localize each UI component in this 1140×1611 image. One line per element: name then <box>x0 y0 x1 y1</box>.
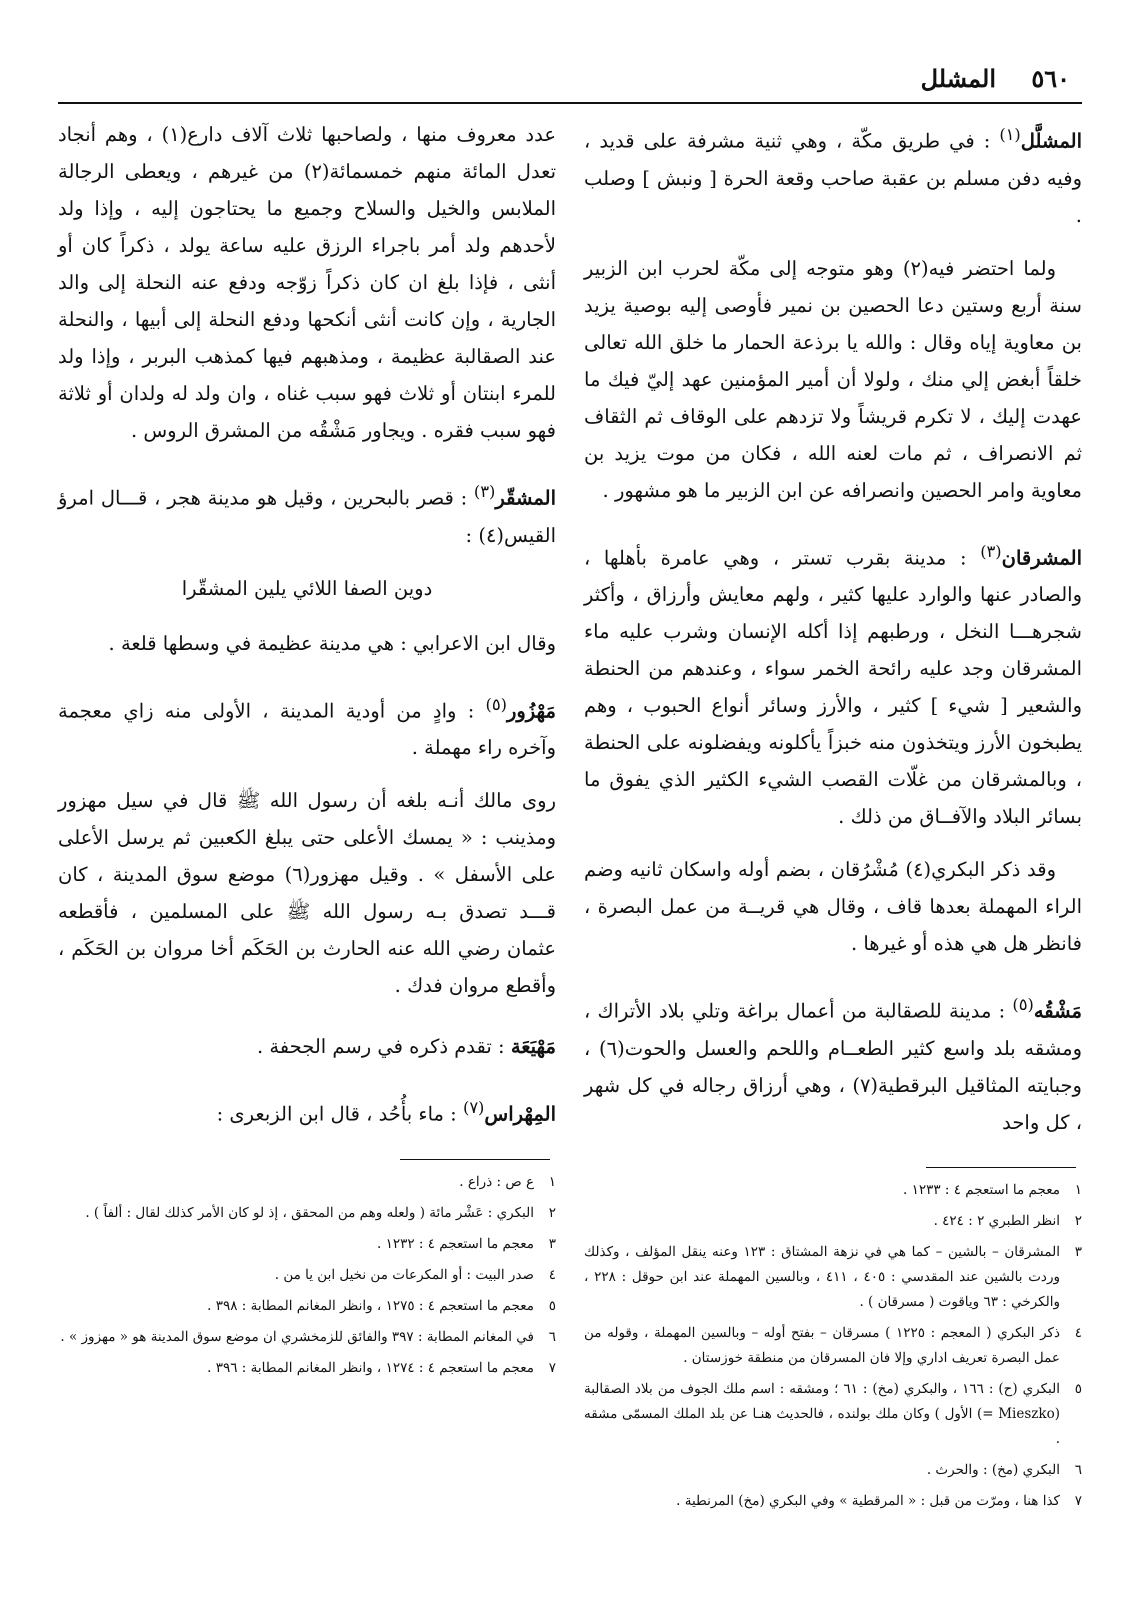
entry-text: : مدينة بقرب تستر ، وهي عامرة بأهلها ، والصادر عنها والوارد عليها كثير ، ولهم معايش وأرزاق ، وأكثر شجرهـــا النخل ، ورطبهم إذا أكله الإنسان وشرب عليه ماء المشرقان وجد عليه رائحة الخمر سواء ، وعندهم من الحنطة والشعير [ شيء ] كثير ، والأرز وسائر أنواع الحبوب ، وهم يطبخون الأرز ويتخذون منه خبزاً يأكلونه ويفضلونه على الحنطة ، وبالمشرقان من غلّات القصب الشيء الكثير الذي يفوق ما بسائر البلاد والآفــاق من ذلك . <box>584 546 1082 828</box>
entry-mashqa <box>584 986 1082 1141</box>
footnote-divider <box>926 1167 1076 1168</box>
entry-head: المشلَّل <box>1020 129 1082 153</box>
entry-head: مَهْيَعَة <box>510 1035 556 1058</box>
entry-mahzur <box>58 686 556 1005</box>
left-column <box>58 116 556 1581</box>
entry-mashqa-continued <box>58 116 556 449</box>
entry-text: : ماء بأُحُد ، قال ابن الزبعرى : <box>216 1102 463 1126</box>
entry-head: المشرقان <box>1001 546 1082 569</box>
footnote: ٤ ذكر البكري ( المعجم : ١٢٢٥ ) مسرقان – بفتح أوله – وبالسين المهملة ، وقوله من عمل البصرة تعريف اداري وإلا فان المسرقان من منطقة خوزستان . <box>584 1324 1082 1366</box>
right-column <box>584 116 1082 1581</box>
page-number: ٥٦٠ <box>1031 64 1070 93</box>
footnote-divider <box>400 1159 550 1160</box>
entry-mihras <box>58 1089 556 1133</box>
footnote: ٦ في المغانم المطابة : ٣٩٧ والفائق للزمخشري ان موضع سوق المدينة هو « مهزوز » . <box>60 1328 556 1345</box>
footnote: ٥ البكري (ح) : ١٦٦ ، والبكري (مخ) : ٦١ ؛ ومشقه : اسم ملك الجوف من بلاد الصقالبة (Mieszko =) الأول ) وكان ملك بولنده ، فالحديث هنـا عن بلد الملك المسمّى مشقه . <box>584 1380 1082 1447</box>
footnote: ٣ معجم ما استعجم ٤ : ١٢٣٢ . <box>376 1235 556 1252</box>
page-header <box>58 62 1082 104</box>
entry-paragraph: عدد معروف منها ، ولصاحبها ثلاث آلاف دارع(١) ، وهم أنجاد تعدل المائة منهم خمسمائة(٢) من غيرهم ، ويعطى الرجالة الملابس والخيل والسلاح وجميع ما يحتاجون إليه ، وإذا ولد لأحدهم ولد أمر باجراء الرزق عليه ساعة يولد ، ذكراً كان أو أنثى ، فإذا بلغ ان كان ذكراً زوّجه ودفع عنه النحلة إلى والد الجارية ، وإن كانت أنثى أنكحها ودفع النحلة إلى أبيها ، والنحلة عند الصقالبة عظيمة ، ومذهبهم فيها كمذهب البربر ، وإذا ولد للمرء ابنتان أو ثلاث فهو سبب غناه ، وان ولد له ولدان أو ثلاثة فهو سبب فقره . ويجاور مَشْقُه من المشرق الروس . <box>58 123 557 442</box>
footnote: ٤ صدر البيت : أو المكرعات من نخيل ابن يا من . <box>274 1266 556 1283</box>
entry-text: : تقدم ذكره في رسم الجحفة . <box>256 1035 511 1058</box>
footnotes-right <box>584 1178 1082 1514</box>
footnote: ٧ كذا هنا ، ومرّت من قبل : « المرقطية » وفي البكري (مخ) المرنطية . <box>676 1492 1082 1509</box>
entry-mashriqan <box>584 533 1082 963</box>
footnote: ٢ البكري : عَشْر مائة ( ولعله وهم من المحقق ، إذ لو كان الأمر كذلك لقال : ألفاً ) . <box>85 1204 556 1221</box>
footnote-mark: (٣) <box>473 482 496 501</box>
footnote-mark: (٥) <box>1012 995 1034 1014</box>
entry-paragraph: ولما احتضر فيه(٢) وهو متوجه إلى مكّة لحرب ابن الزبير سنة أربع وستين دعا الحصين بن نمير فأوصى إليه بوصية يزيد بن معاوية إياه وقال : والله يا برذعة الحمار ما خلق الله تعالى خلقاً أبغض إلي منك ، ولولا أن أمير المؤمنين عهد إليّ فيك ما عهدت إليك ، لا تكرم قريشاً ولا تزدهم على الوقاف ثم الثقاف ثم الانصراف ، ثم مات لعنه الله ، فكان من موت يزيد بن معاوية وامر الحصين وانصرافه عن ابن الزبير ما هو مشهور . <box>584 256 1082 502</box>
entry-paragraph: روى مالك أنـه بلغه أن رسول الله ﷺ قال في سيل مهزور ومذينب : « يمسك الأعلى حتى يبلغ الكعبين ثم يرسل الأعلى على الأسفل » . وقيل مهزور(٦) موضع سوق المدينة ، كان قـــد تصدق بـه رسول الله ﷺ على المسلمين ، فأقطعه عثمان رضي الله عنه الحارث بن الحَكَم أخا مروان بن الحَكَم ، وأقطع مروان فدك . <box>58 789 556 997</box>
footnote: ٧ معجم ما استعجم ٤ : ١٢٧٤ ، وانظر المغانم المطابة : ٣٩٦ . <box>207 1359 556 1376</box>
entry-text: : مدينة للصقالبة من أعمال براغة وتلي بلاد الأتراك ، ومشقه بلد واسع كثير الطعــام واللحم والعسل والحوت(٦) ، وجبايته المثاقيل البرقطية(٧) ، وهي أرزاق رجاله في كل شهر ، كل واحد <box>584 999 1082 1134</box>
running-title: المشلل <box>920 64 996 93</box>
entry-paragraph: وقال ابن الاعرابي : هي مدينة عظيمة في وسطها قلعة . <box>108 631 556 655</box>
footnote-mark: (٧) <box>462 1098 485 1117</box>
poem-verse: دوين الصفا اللائي يلين المشقّرا <box>181 576 433 600</box>
entry-text: : وادٍ من أودية المدينة ، الأولى منه زاي معجمة وآخره راء مهملة . <box>58 699 556 759</box>
entry-paragraph: وقد ذكر البكري(٤) مُشْرُقان ، بضم أوله واسكان ثانيه وضم الراء المهملة بعدها قاف ، وقال هي قريــة من عمل البصرة ، فانظر هل هي هذه أو غيرها . <box>584 858 1082 955</box>
entry-head: المِهْراس <box>484 1102 556 1126</box>
entry-mushallal <box>584 116 1082 509</box>
entry-head: المشقّر <box>495 486 556 510</box>
entry-text: : قصر بالبحرين ، وقيل هو مدينة هجر ، قـــال امرؤ القيس(٤) : <box>58 486 556 547</box>
footnote: ٣ المشرقان – بالشين – كما هي في نزهة المشتاق : ١٢٣ وعنه ينقل المؤلف ، وكذلك وردت بالشين عند المقدسي : ٤٠٥ ، ٤١١ ، وبالسين المهملة عند ابن حوقل : ٢٢٨ ، والكرخي : ٦٣ وياقوت ( مسرقان ) . <box>584 1243 1082 1310</box>
footnote: ٦ البكري (مخ) : والحرث . <box>926 1461 1082 1478</box>
entry-head: مَشْقُه <box>1033 999 1082 1023</box>
entry-mahyaa <box>58 1028 556 1065</box>
footnote: ١ معجم ما استعجم ٤ : ١٢٣٣ . <box>902 1181 1082 1198</box>
footnote-mark: (٥) <box>485 694 507 714</box>
footnote: ٢ انظر الطبري ٢ : ٤٢٤ . <box>933 1212 1082 1229</box>
entry-head: مَهْزُور <box>506 699 556 722</box>
entry-mushaqqar <box>58 473 556 662</box>
entry-text: : في طريق مكّة ، وهي ثنية مشرفة على قديد ، وفيه دفن مسلم بن عقبة صاحب وقعة الحرة [ ونبش ] وصلب . <box>584 129 1082 227</box>
footnote-mark: (١) <box>999 125 1021 144</box>
footnote: ٥ معجم ما استعجم ٤ : ١٢٧٥ ، وانظر المغانم المطابة : ٣٩٨ . <box>207 1297 556 1314</box>
footnote: ١ ع ص : ذراع . <box>459 1173 556 1190</box>
footnote-mark: (٣) <box>980 541 1002 561</box>
footnotes-left <box>58 1170 556 1381</box>
